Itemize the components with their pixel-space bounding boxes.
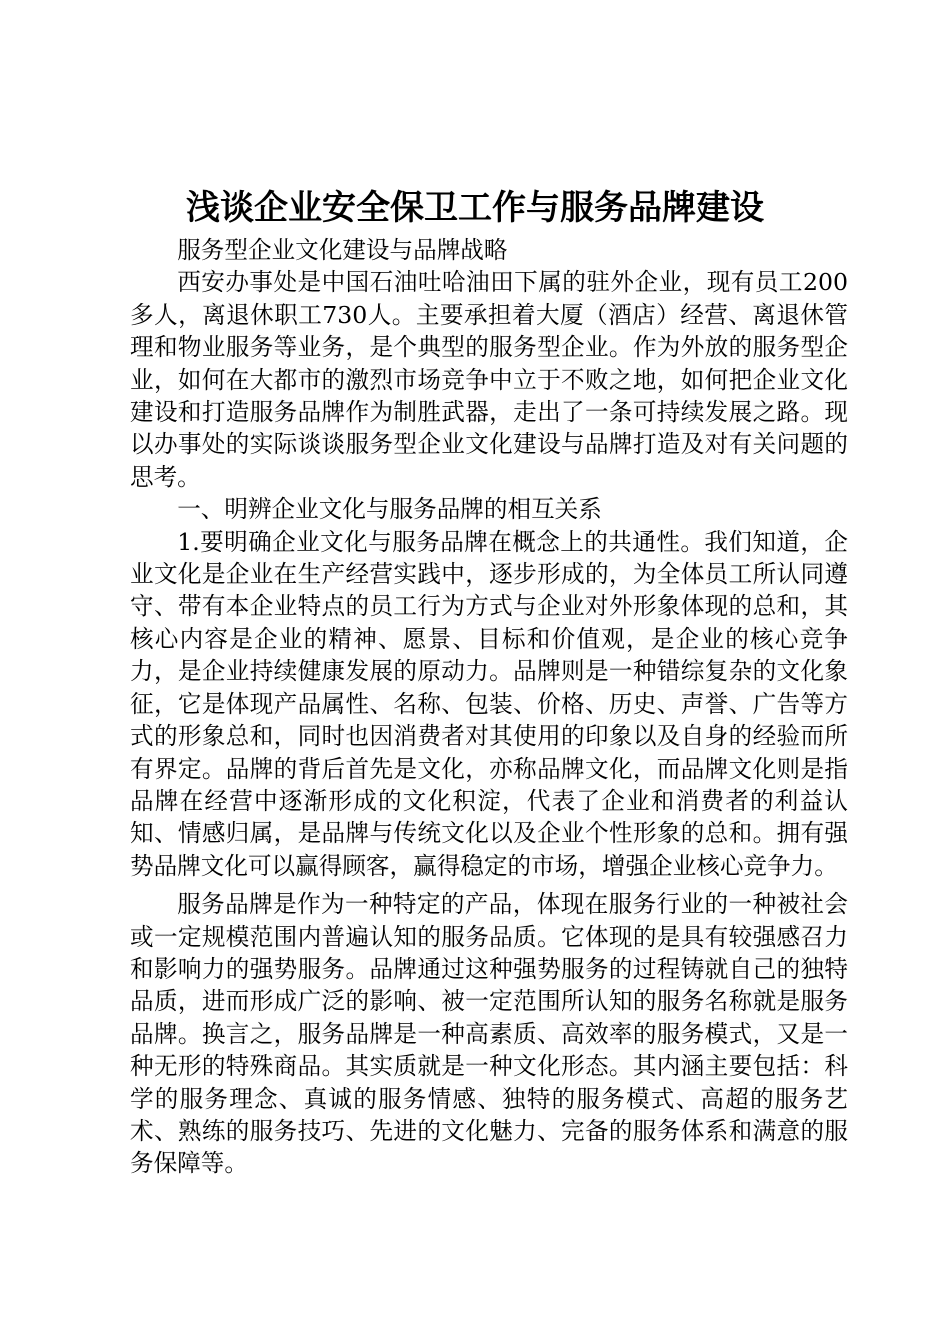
document-body [130, 234, 848, 1180]
section-heading: 一、明辨企业文化与服务品牌的相互关系 [177, 495, 602, 524]
paragraph-subtitle: 服务型企业文化建设与品牌战略 [177, 236, 508, 264]
paragraph-service-brand: 服务品牌是作为一种特定的产品，体现在服务行业的一种被社会或一定规模范围内普遍认知的服务品质。它体现的是具有较强感召力和影响力的强势服务。品牌通过这种强势服务的过程铸就自己的独特品质，进而形成广泛的影响、被一定范围所认知的服务名称就是服务品牌。换言之，服务品牌是一种高素质、高效率的服务模式，又是一种无形的特殊商品。其实质就是一种文化形态。其内涵主要包括：科学的服务理念、真诚的服务情感、独特的服务模式、高超的服务艺术、熟练的服务技巧、先进的文化魅力、完备的服务体系和满意的服务保障等。 [130, 890, 848, 1178]
paragraph-concept: 1.要明确企业文化与服务品牌在概念上的共通性。我们知道，企业文化是企业在生产经营实践中，逐步形成的，为全体员工所认同遵守、带有本企业特点的员工行为方式与企业对外形象体现的总和，其核心内容是企业的精神、愿景、目标和价值观，是企业的核心竞争力，是企业持续健康发展的原动力。品牌则是一种错综复杂的文化象征，它是体现产品属性、名称、包装、价格、历史、声誉、广告等方式的形象总和，同时也因消费者对其使用的印象以及自身的经验而所有界定。品牌的背后首先是文化，亦称品牌文化，而品牌文化则是指品牌在经营中逐渐形成的文化积淀，代表了企业和消费者的利益认知、情感归属，是品牌与传统文化以及企业个性形象的总和。拥有强势品牌文化可以赢得顾客，赢得稳定的市场，增强企业核心竞争力。 [130, 527, 848, 880]
document-title: 浅谈企业安全保卫工作与服务品牌建设 [186, 188, 764, 228]
paragraph-intro: 西安办事处是中国石油吐哈油田下属的驻外企业，现有员工200多人，离退休职工730人。主要承担着大厦（酒店）经营、离退休管理和物业服务等业务，是个典型的服务型企业。作为外放的服务型企业，如何在大都市的激烈市场竞争中立于不败之地，如何把企业文化建设和打造服务品牌作为制胜武器，走出了一条可持续发展之路。现以办事处的实际谈谈服务型企业文化建设与品牌打造及对有关问题的思考。 [130, 268, 848, 491]
